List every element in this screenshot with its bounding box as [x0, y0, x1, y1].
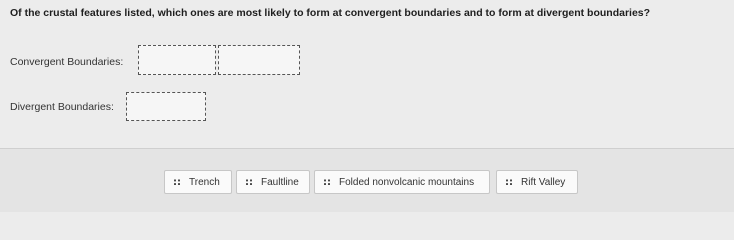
- drag-handle-icon: ::: [323, 176, 331, 188]
- answer-chip-label: Trench: [189, 176, 220, 188]
- convergent-dropzone-1[interactable]: [138, 45, 216, 75]
- answer-chip-faultline[interactable]: [236, 170, 310, 194]
- answer-chip-label: Faultline: [261, 176, 299, 188]
- drag-handle-icon: ::: [505, 176, 513, 188]
- question-text: Of the crustal features listed, which ones are most likely to form at convergent boundaries and to form at divergent boundaries?: [10, 7, 651, 19]
- answer-chip-trench[interactable]: [164, 170, 232, 194]
- answer-chip-label: Folded nonvolcanic mountains: [339, 176, 475, 188]
- answer-chip-label: Rift Valley: [521, 176, 566, 188]
- answer-chip-rift-valley[interactable]: [496, 170, 578, 194]
- answer-chip-folded-nonvolcanic-mountains[interactable]: [314, 170, 490, 194]
- convergent-boundaries-label: Convergent Boundaries:: [10, 56, 124, 68]
- convergent-dropzone-2[interactable]: [218, 45, 300, 75]
- divergent-boundaries-label: Divergent Boundaries:: [10, 101, 114, 113]
- divergent-dropzone[interactable]: [126, 92, 206, 121]
- drag-handle-icon: ::: [245, 176, 253, 188]
- drag-handle-icon: ::: [173, 176, 181, 188]
